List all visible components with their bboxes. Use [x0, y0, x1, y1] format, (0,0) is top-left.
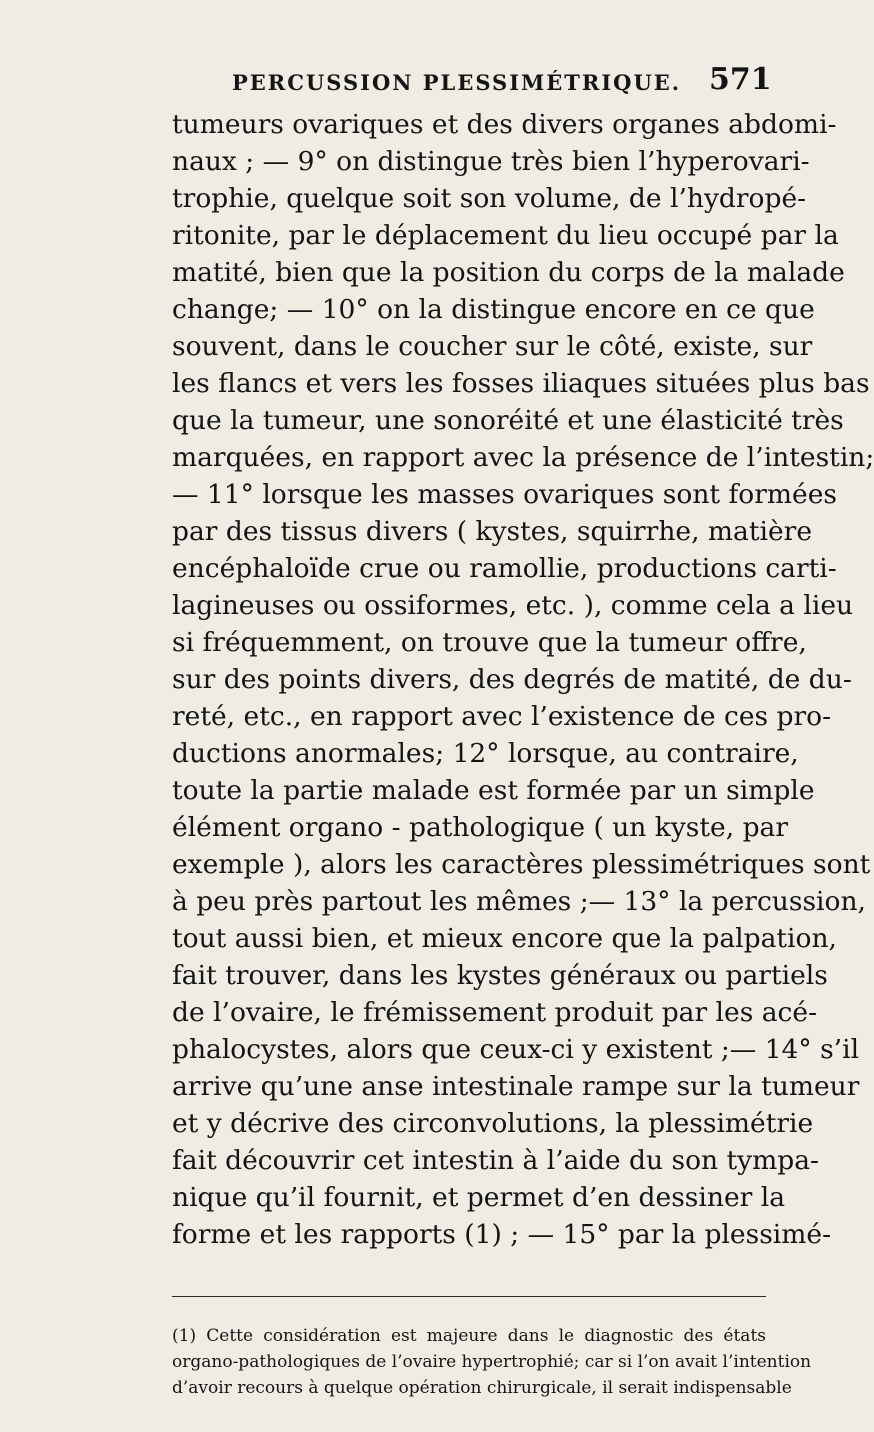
text-line: exemple ), alors les caractères plessimétriques sont	[172, 849, 871, 880]
text-line: élément organo - pathologique ( un kyste, par	[172, 812, 788, 843]
text-line: fait découvrir cet intestin à l’aide du son tympa-	[172, 1145, 819, 1176]
text-line: — 11° lorsque les masses ovariques sont formées	[172, 479, 837, 510]
text-line: change; — 10° on la distingue encore en ce que	[172, 294, 815, 325]
text-line: matité, bien que la position du corps de la malade	[172, 257, 845, 288]
text-line: si fréquemment, on trouve que la tumeur offre,	[172, 627, 807, 658]
text-line: ritonite, par le déplacement du lieu occupé par la	[172, 220, 839, 251]
text-line: marquées, en rapport avec la présence de l’intestin;	[172, 442, 874, 473]
running-head-title: PERCUSSION PLESSIMÉTRIQUE.	[232, 70, 682, 95]
footnote-line: (1) Cette considération est majeure dans le diagnostic des états	[172, 1326, 766, 1346]
text-line: nique qu’il fournit, et permet d’en dessiner la	[172, 1182, 785, 1213]
text-line: naux ; — 9° on distingue très bien l’hyperovari-	[172, 146, 810, 177]
text-line: que la tumeur, une sonoréité et une élasticité très	[172, 405, 844, 436]
text-line: tout aussi bien, et mieux encore que la palpation,	[172, 923, 837, 954]
text-line: reté, etc., en rapport avec l’existence de ces pro-	[172, 701, 832, 732]
text-line: trophie, quelque soit son volume, de l’hydropé-	[172, 183, 807, 214]
text-line: toute la partie malade est formée par un simple	[172, 775, 815, 806]
footnote-line: d’avoir recours à quelque opération chirurgicale, il serait indispensable	[172, 1378, 792, 1398]
text-line: lagineuses ou ossiformes, etc. ), comme cela a lieu	[172, 590, 854, 621]
text-line: encéphaloïde crue ou ramollie, productions carti-	[172, 553, 837, 584]
page-number: 571	[709, 62, 772, 97]
text-line: forme et les rapports (1) ; — 15° par la plessimé-	[172, 1219, 832, 1250]
footnote-line: organo-pathologiques de l’ovaire hypertrophié; car si l’on avait l’intention	[172, 1352, 812, 1372]
text-line: et y décrive des circonvolutions, la plessimétrie	[172, 1108, 814, 1139]
text-line: par des tissus divers ( kystes, squirrhe, matière	[172, 516, 813, 547]
text-line: souvent, dans le coucher sur le côté, existe, sur	[172, 331, 813, 362]
footnote-divider	[172, 1296, 766, 1297]
text-line: de l’ovaire, le frémissement produit par les acé-	[172, 997, 818, 1028]
text-line: tumeurs ovariques et des divers organes abdomi-	[172, 109, 837, 140]
text-line: ductions anormales; 12° lorsque, au contraire,	[172, 738, 799, 769]
text-line: à peu près partout les mêmes ;— 13° la percussion,	[172, 886, 866, 917]
text-line: sur des points divers, des degrés de matité, de du-	[172, 664, 852, 695]
text-line: arrive qu’une anse intestinale rampe sur la tumeur	[172, 1071, 860, 1102]
running-head	[0, 62, 800, 102]
text-line: les flancs et vers les fosses iliaques situées plus bas	[172, 368, 870, 399]
text-line: phalocystes, alors que ceux-ci y existent ;— 14° s’il	[172, 1034, 860, 1065]
text-line: fait trouver, dans les kystes généraux ou partiels	[172, 960, 828, 991]
